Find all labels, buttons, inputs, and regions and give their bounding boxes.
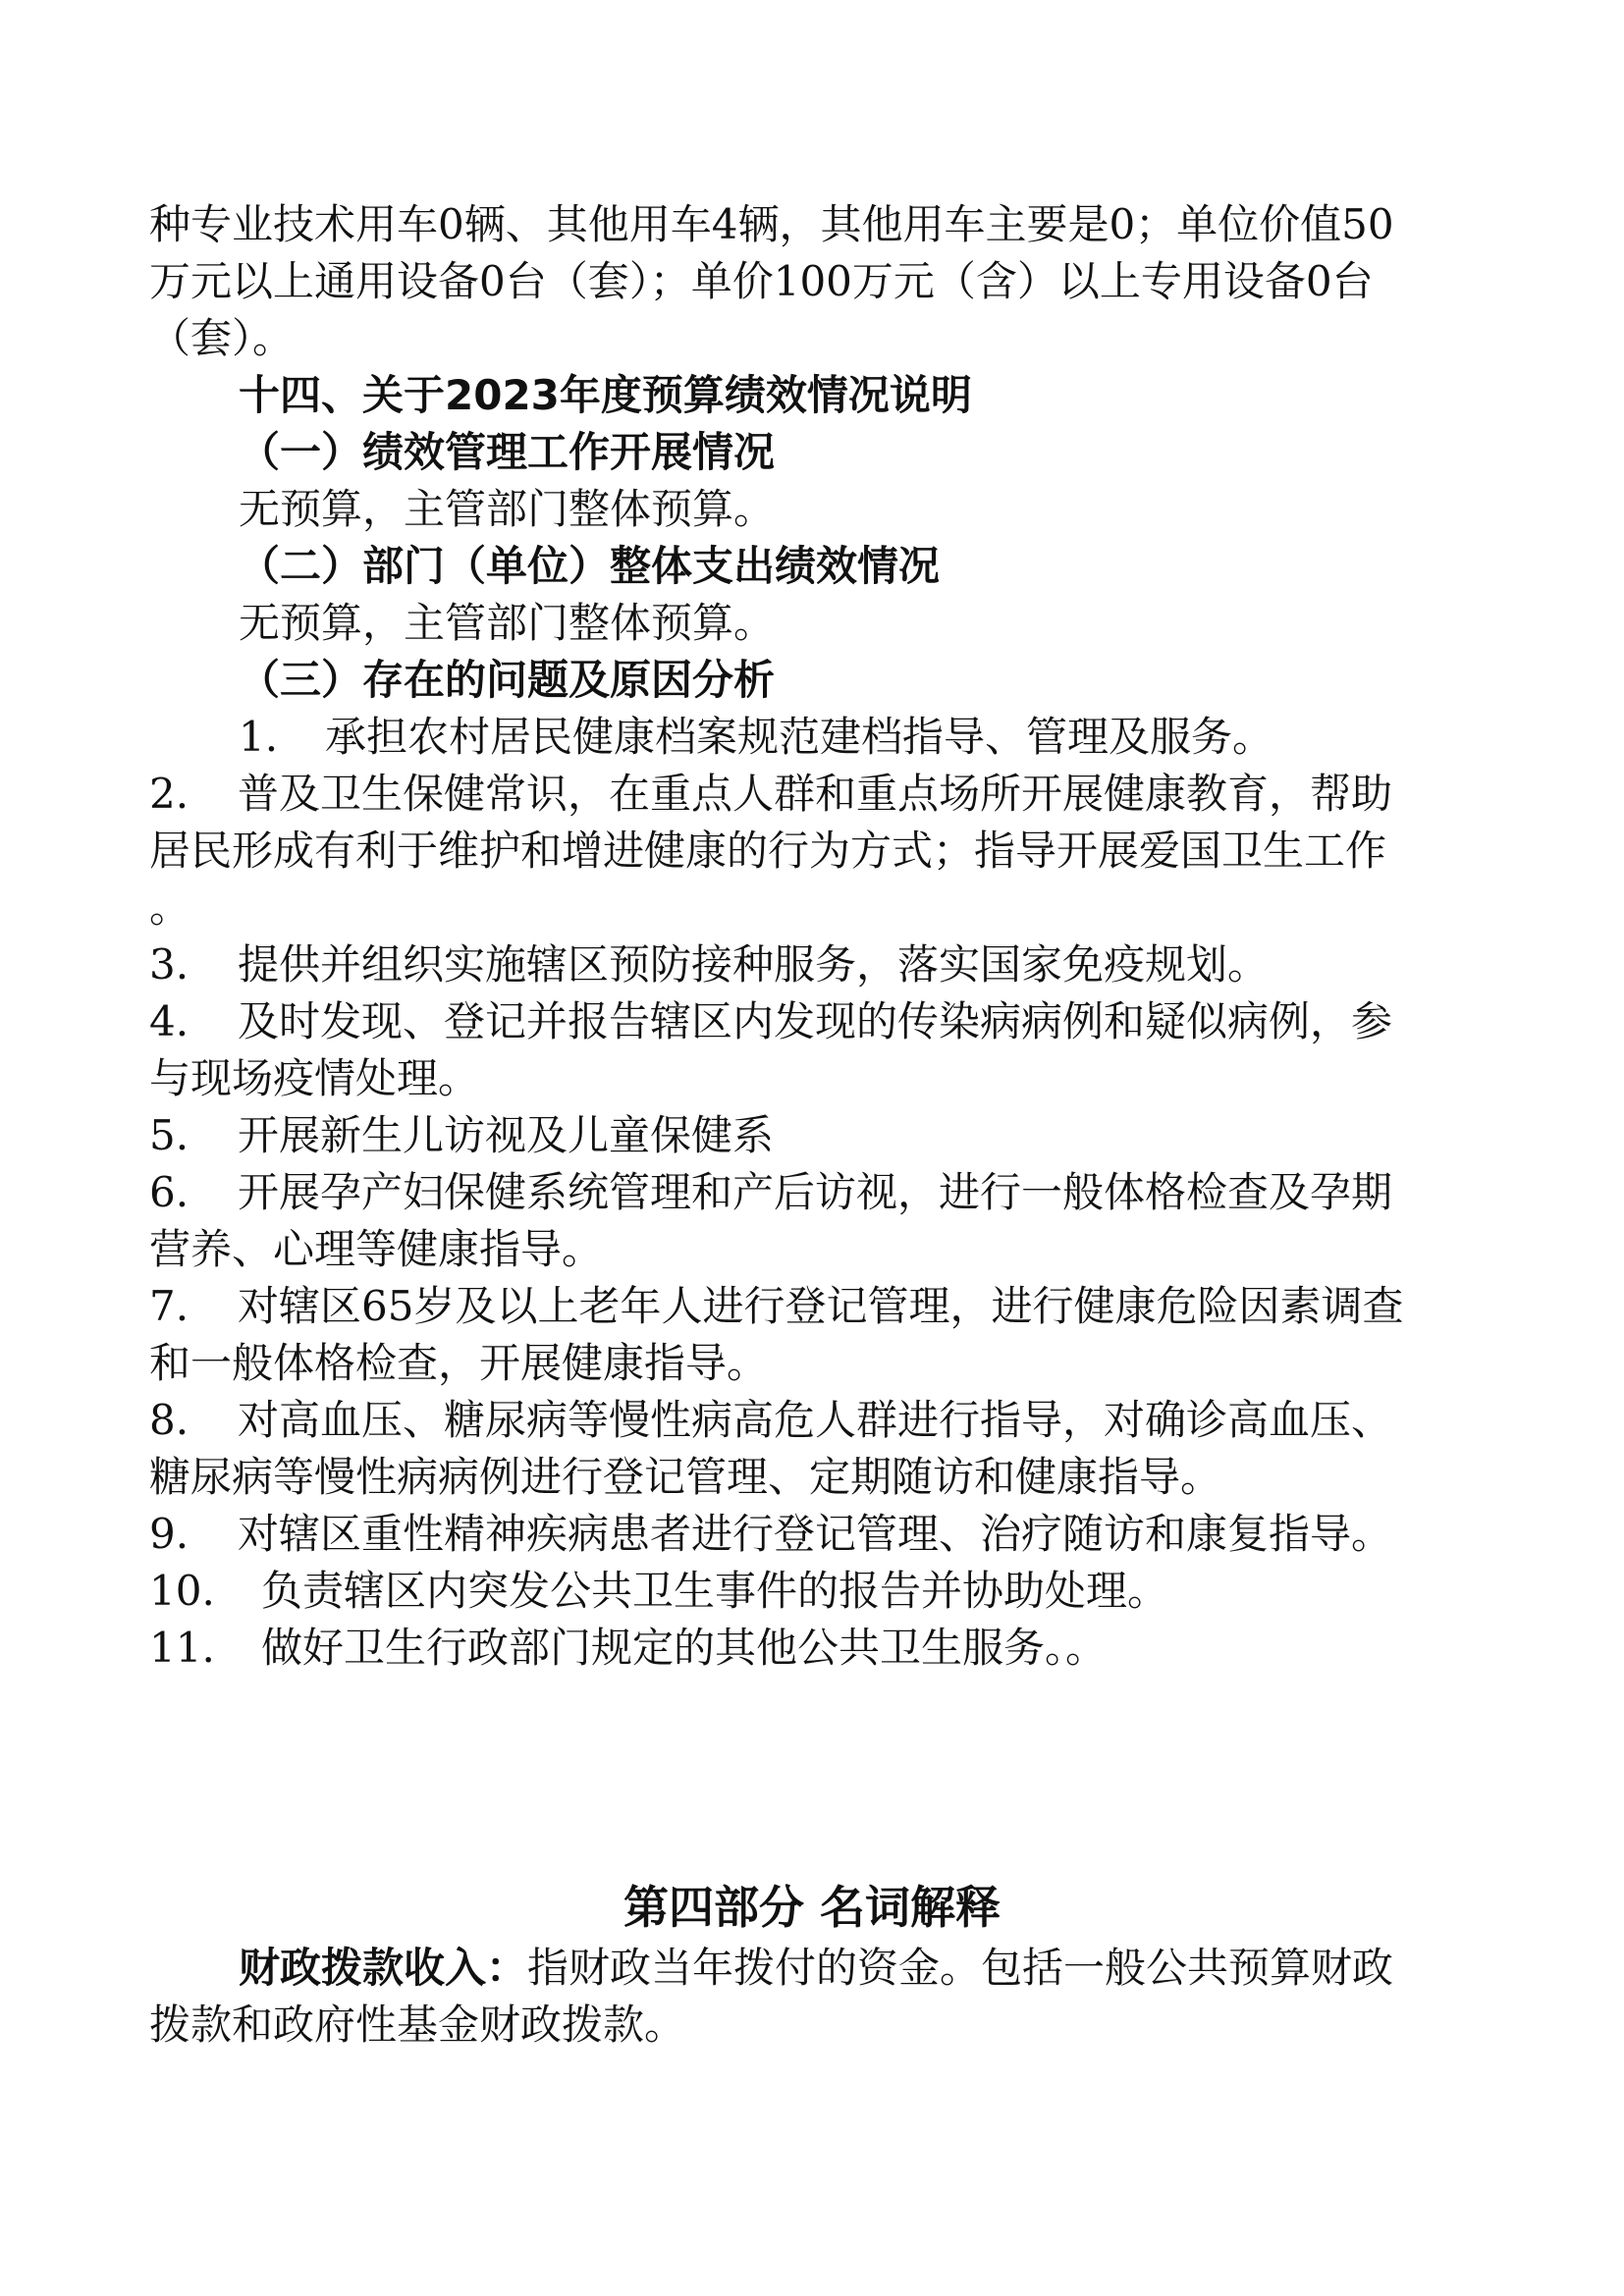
list-item-text: 负责辖区内突发公共卫生事件的报告并协助处理。 bbox=[261, 1567, 1169, 1615]
list-item-continuation: 和一般体格检查，开展健康指导。 bbox=[149, 1339, 769, 1387]
list-item-continuation: 与现场疫情处理。 bbox=[149, 1054, 480, 1102]
list-item-number: 2. bbox=[149, 770, 189, 818]
list-item-text: 对辖区65岁及以上老年人进行登记管理，进行健康危险因素调查 bbox=[238, 1282, 1404, 1330]
list-item-number: 1. bbox=[239, 713, 279, 761]
intro-line: （套）。 bbox=[149, 314, 295, 362]
list-item-text: 承担农村居民健康档案规范建档指导、管理及服务。 bbox=[325, 713, 1274, 761]
subsection-heading: （一）绩效管理工作开展情况 bbox=[239, 428, 776, 476]
intro-line: 万元以上通用设备0台（套）；单价100万元（含）以上专用设备0台 bbox=[149, 257, 1374, 305]
list-item bbox=[149, 1278, 1403, 1334]
list-item-text: 开展孕产妇保健系统管理和产后访视，进行一般体格检查及孕期 bbox=[238, 1168, 1393, 1216]
list-item-continuation: 糖尿病等慢性病病例进行登记管理、定期随访和健康指导。 bbox=[149, 1453, 1222, 1501]
paragraph: 无预算，主管部门整体预算。 bbox=[239, 485, 776, 533]
list-item-text: 及时发现、登记并报告辖区内发现的传染病病例和疑似病例，参 bbox=[238, 997, 1393, 1045]
term-definition bbox=[239, 1940, 1393, 1996]
list-item-number: 3. bbox=[149, 940, 189, 988]
list-item-text: 提供并组织实施辖区预防接种服务，落实国家免疫规划。 bbox=[238, 940, 1270, 988]
list-item-number: 4. bbox=[149, 997, 189, 1045]
list-item bbox=[149, 1164, 1392, 1220]
list-item-text: 对高血压、糖尿病等慢性病高危人群进行指导，对确诊高血压、 bbox=[238, 1396, 1393, 1444]
list-item-number: 5. bbox=[149, 1111, 189, 1159]
list-item bbox=[149, 936, 1269, 992]
list-item bbox=[149, 1506, 1392, 1562]
section-heading: 十四、关于2023年度预算绩效情况说明 bbox=[239, 371, 972, 419]
list-item bbox=[149, 993, 1392, 1049]
term-definition-continuation: 拨款和政府性基金财政拨款。 bbox=[149, 2001, 686, 2049]
list-item-text: 普及卫生保健常识，在重点人群和重点场所开展健康教育，帮助 bbox=[238, 770, 1393, 818]
list-item bbox=[239, 709, 1273, 765]
list-item-text: 做好卫生行政部门规定的其他公共卫生服务。。 bbox=[261, 1624, 1108, 1672]
list-item bbox=[149, 1392, 1392, 1448]
list-item-continuation: 。 bbox=[149, 883, 191, 932]
part-heading: 第四部分 名词解释 bbox=[623, 1881, 1001, 1934]
intro-line: 种专业技术用车0辆、其他用车4辆，其他用车主要是0；单位价值50 bbox=[149, 200, 1394, 248]
list-item-number: 7. bbox=[149, 1282, 189, 1330]
term-text: 指财政当年拨付的资金。包括一般公共预算财政 bbox=[527, 1944, 1394, 1992]
paragraph: 无预算，主管部门整体预算。 bbox=[239, 599, 776, 647]
list-item-continuation: 营养、心理等健康指导。 bbox=[149, 1225, 604, 1273]
term-label: 财政拨款收入： bbox=[239, 1944, 528, 1992]
list-item-text: 开展新生儿访视及儿童保健系 bbox=[238, 1111, 775, 1159]
subsection-heading: （二）部门（单位）整体支出绩效情况 bbox=[239, 542, 941, 590]
list-item bbox=[149, 1620, 1107, 1676]
list-item-text: 对辖区重性精神疾病患者进行登记管理、治疗随访和康复指导。 bbox=[238, 1510, 1393, 1558]
list-item-number: 10. bbox=[149, 1567, 215, 1615]
list-item-number: 8. bbox=[149, 1396, 189, 1444]
list-item bbox=[149, 1563, 1168, 1619]
list-item-continuation: 居民形成有利于维护和增进健康的行为方式；指导开展爱国卫生工作 bbox=[149, 827, 1387, 875]
list-item bbox=[149, 766, 1392, 822]
list-item-number: 6. bbox=[149, 1168, 189, 1216]
list-item-number: 11. bbox=[149, 1624, 215, 1672]
subsection-heading: （三）存在的问题及原因分析 bbox=[239, 656, 776, 704]
list-item bbox=[149, 1107, 774, 1163]
list-item-number: 9. bbox=[149, 1510, 189, 1558]
